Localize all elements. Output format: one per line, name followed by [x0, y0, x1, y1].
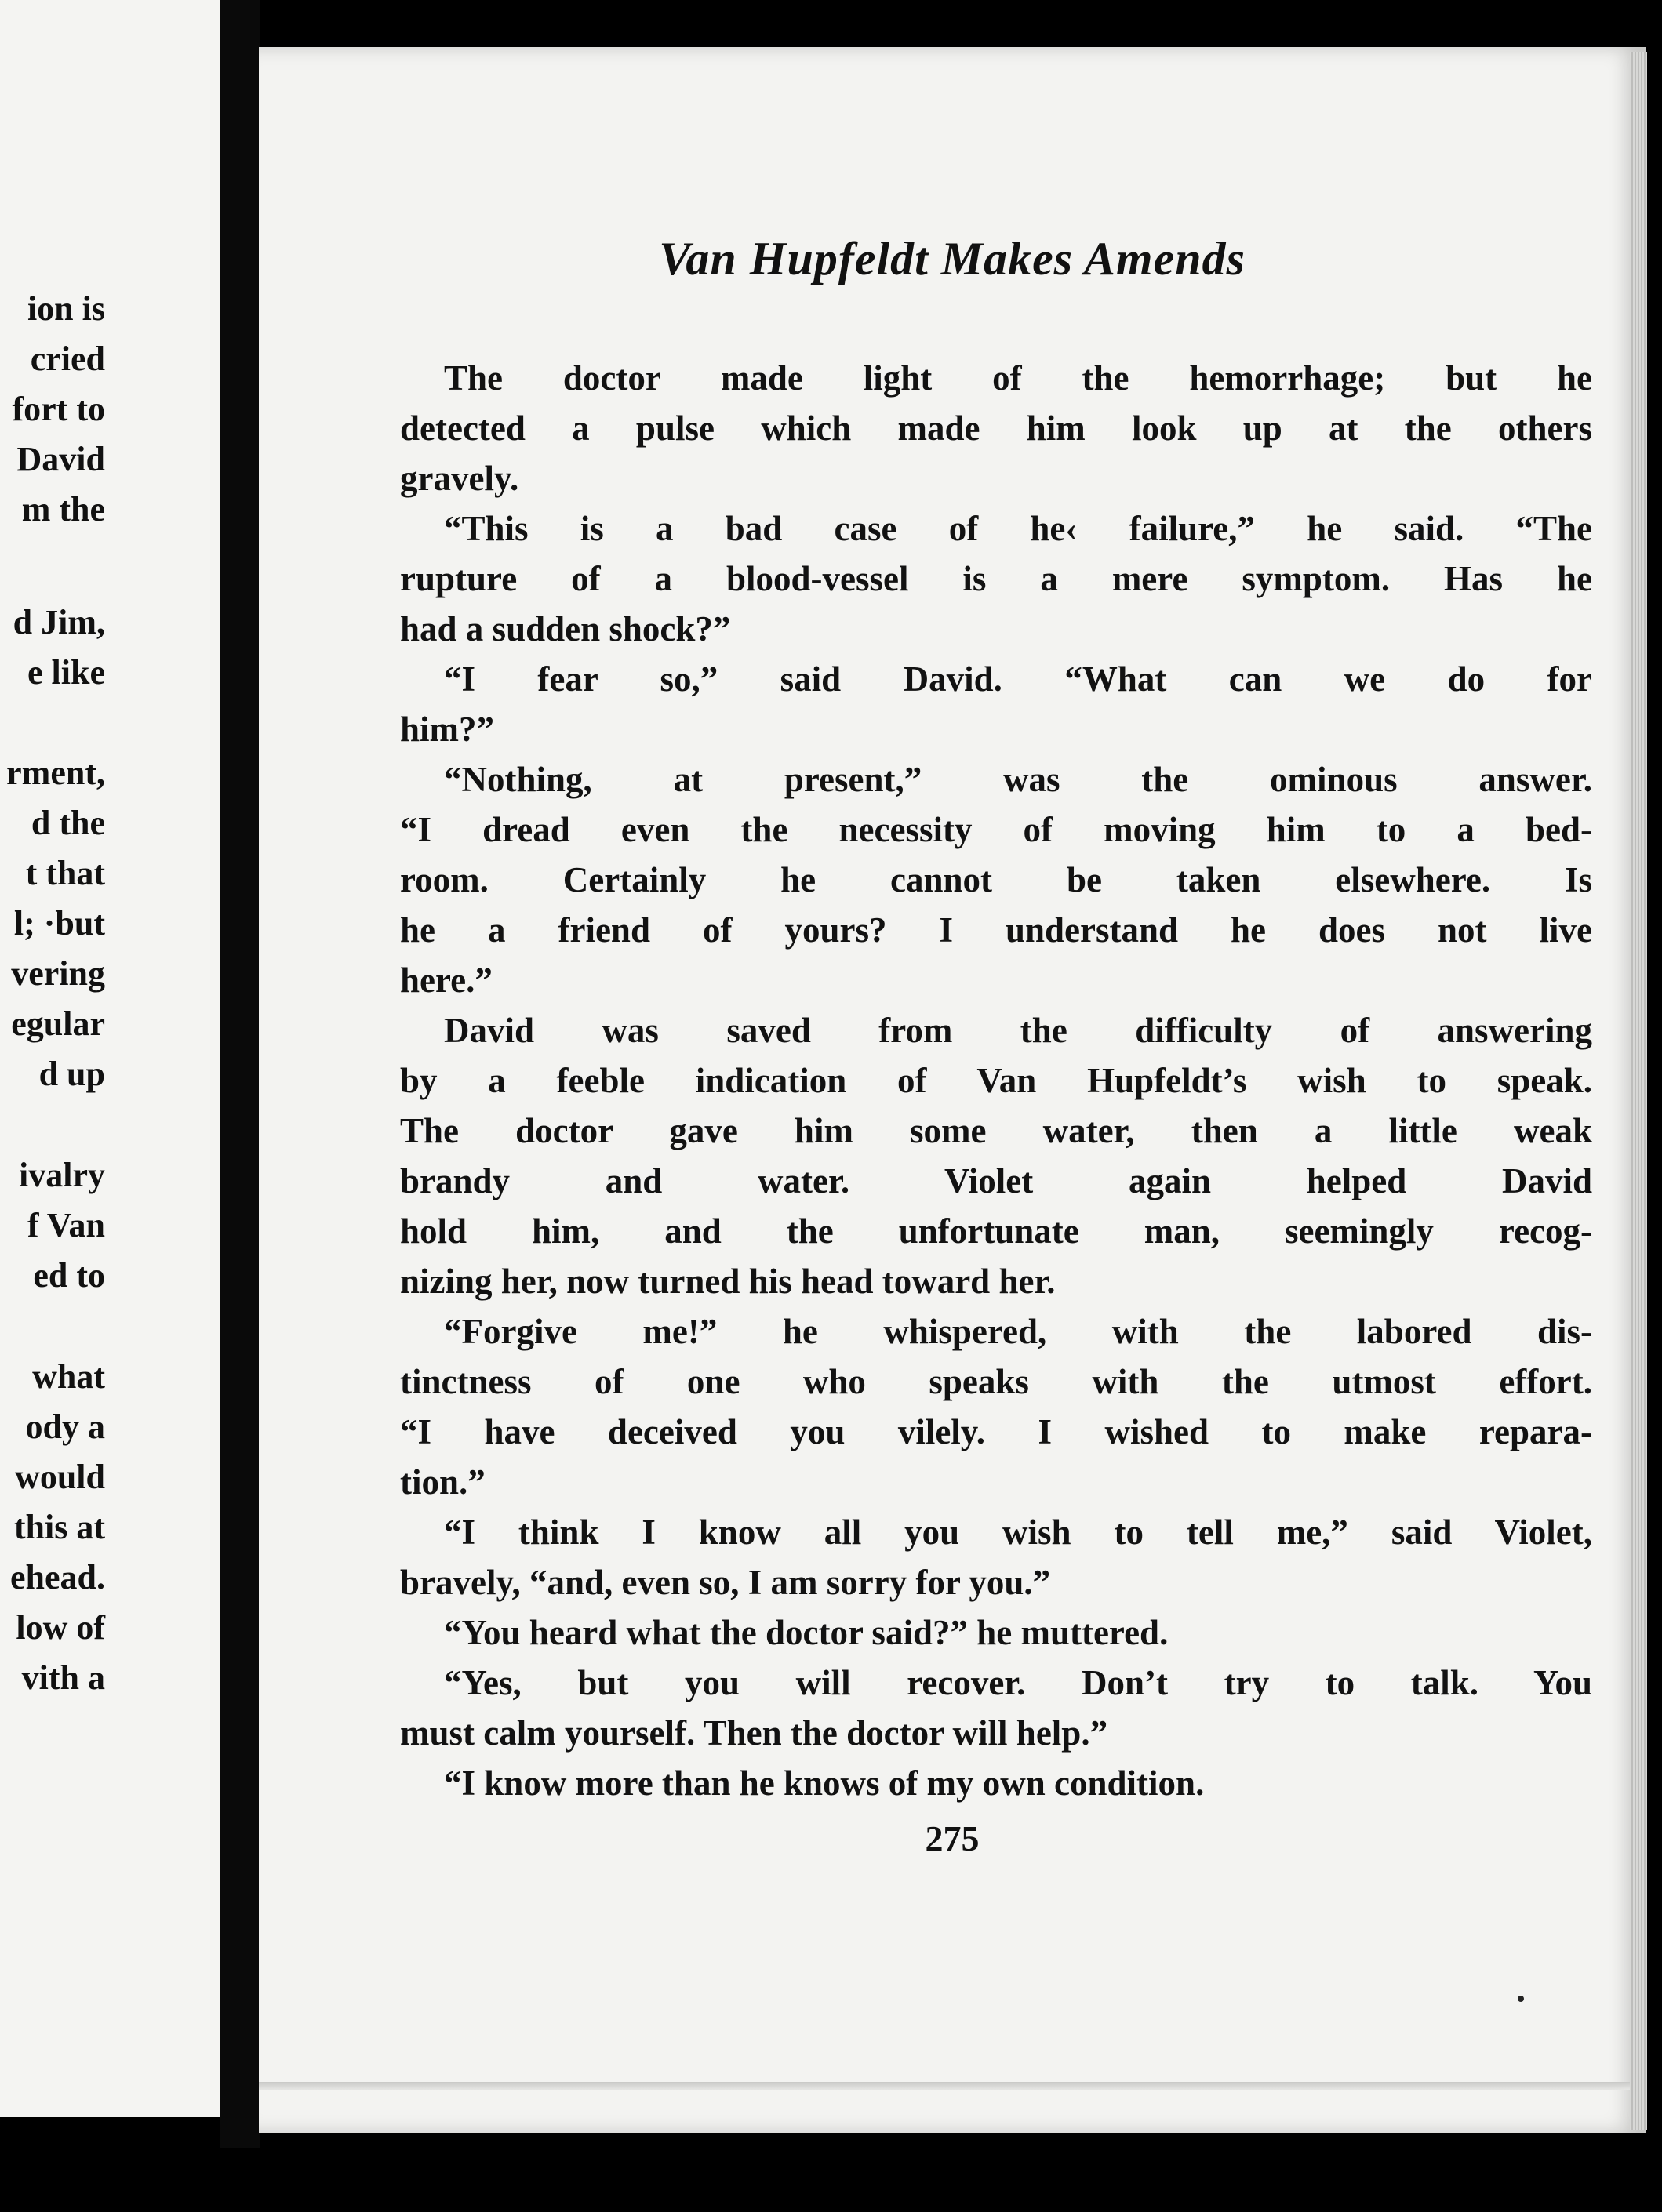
left-page-line: fort to — [12, 390, 105, 428]
left-page-line: d Jim, — [13, 603, 105, 641]
left-page-line: ehead. — [10, 1558, 105, 1596]
left-page-line: would — [15, 1458, 105, 1496]
page-bottom-edge — [259, 2082, 1646, 2090]
body-line: “You heard what the doctor said?” he muttered. — [444, 1613, 1169, 1652]
left-page-line: low of — [16, 1608, 105, 1647]
left-page-line: e like — [27, 653, 105, 692]
body-line: room. Certainly he cannot be taken elsewhere. Is — [400, 860, 1592, 899]
body-line: gravely. — [400, 459, 519, 498]
left-page-line: t that — [25, 854, 105, 892]
body-line: “I know more than he knows of my own condition. — [444, 1763, 1205, 1803]
left-page-line: vering — [11, 954, 105, 993]
body-line: rupture of a blood-vessel is a mere symptom. Has he — [400, 559, 1592, 598]
body-line: “Forgive me!” he whispered, with the labored dis- — [444, 1312, 1592, 1351]
body-line: “I have deceived you vilely. I wished to make repara- — [400, 1412, 1592, 1451]
left-page-line: this at — [13, 1508, 105, 1546]
left-page-line: what — [32, 1357, 105, 1396]
left-page-line: ivalry — [19, 1156, 105, 1194]
body-line: The doctor made light of the hemorrhage; but he — [444, 358, 1592, 398]
body-line: “Nothing, at present,” was the ominous answer. — [444, 760, 1592, 799]
left-page-line: David — [16, 440, 105, 478]
body-line: “I fear so,” said David. “What can we do for — [444, 659, 1592, 699]
book-spine — [220, 0, 260, 2148]
left-page-line: d the — [31, 804, 105, 842]
body-line: “Yes, but you will recover. Don’t try to talk. You — [444, 1663, 1592, 1702]
body-line: brandy and water. Violet again helped David — [400, 1161, 1592, 1200]
left-page-line: egular — [11, 1004, 105, 1043]
body-line: must calm yourself. Then the doctor will help.” — [400, 1713, 1108, 1753]
body-line: here.” — [400, 961, 493, 1000]
body-line: David was saved from the difficulty of answering — [444, 1011, 1592, 1050]
left-page-line: rment, — [6, 754, 105, 792]
body-line: detected a pulse which made him look up at the others — [400, 409, 1592, 448]
body-line: The doctor gave him some water, then a little weak — [400, 1111, 1592, 1150]
page-number: 275 — [925, 1818, 980, 1858]
left-page-fragment — [0, 0, 220, 2117]
body-text — [400, 353, 1592, 1808]
left-page-line: ed to — [33, 1256, 105, 1295]
left-page-line: ody a — [25, 1407, 105, 1446]
left-page-line: d up — [38, 1055, 105, 1093]
right-page — [259, 47, 1646, 2133]
left-page-line: l; ·but — [13, 904, 105, 943]
left-page-line: vith a — [21, 1658, 105, 1697]
body-line: him?” — [400, 710, 495, 749]
left-page-line: m the — [21, 490, 105, 528]
left-page-line: cried — [30, 340, 105, 378]
body-line: “I think I know all you wish to tell me,” said Violet, — [444, 1513, 1592, 1552]
left-page-line: f Van — [27, 1206, 105, 1244]
speck — [1518, 1996, 1524, 2002]
left-page-line: ion is — [27, 289, 105, 328]
body-line: “I dread even the necessity of moving him to a bed- — [400, 810, 1592, 849]
body-line: hold him, and the unfortunate man, seemingly recog- — [400, 1211, 1592, 1251]
running-head: Van Hupfeldt Makes Amends — [659, 233, 1246, 285]
body-line: tinctness of one who speaks with the utmost effort. — [400, 1362, 1592, 1401]
body-line: he a friend of yours? I understand he does not live — [400, 910, 1592, 950]
body-line: tion.” — [400, 1462, 486, 1502]
page-edge-stack — [1630, 52, 1647, 2130]
body-line: had a sudden shock?” — [400, 609, 731, 648]
body-line: bravely, “and, even so, I am sorry for you.” — [400, 1563, 1051, 1602]
body-line: by a feeble indication of Van Hupfeldt’s wish to speak. — [400, 1061, 1592, 1100]
body-line: nizing her, now turned his head toward her. — [400, 1262, 1056, 1301]
body-line: “This is a bad case of he‹ failure,” he said. “The — [444, 509, 1592, 548]
